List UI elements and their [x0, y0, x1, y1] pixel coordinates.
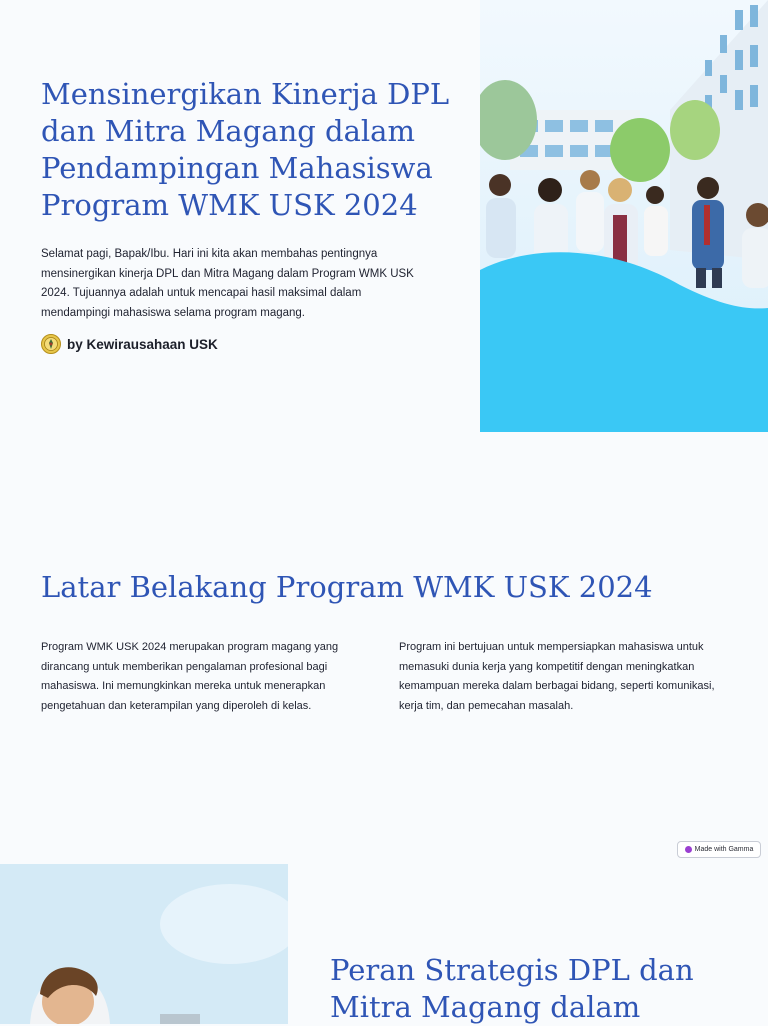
paragraph-right: Program ini bertujuan untuk mempersiapkan mahasiswa untuk memasuki dunia kerja yang kompetitif dengan meningkatkan kemampuan mereka dalam berbagai bidang, seperti komunikasi, kerja tim, dan pemecahan masalah.	[399, 641, 715, 712]
paragraph-left: Program WMK USK 2024 merupakan program magang yang dirancang untuk memberikan pengalaman profesional bagi mahasiswa. Ini memungkinkan mereka untuk menerapkan pengetahuan dan keterampilan yang diperoleh di kelas.	[41, 641, 339, 712]
author-byline[interactable]	[41, 334, 218, 354]
slide-title: Mensinergikan Kinerja DPL dan Mitra Magang dalam Pendampingan Mahasiswa Program WMK USK 2024	[41, 77, 450, 222]
section-title-roles: Peran Strategis DPL dan Mitra Magang dalam	[330, 953, 694, 1024]
badge-label: Made with Gamma	[694, 846, 754, 853]
made-with-gamma-badge[interactable]	[677, 841, 761, 858]
section-title: Latar Belakang Program WMK USK 2024	[41, 570, 653, 604]
hero-campus-photo	[480, 0, 768, 432]
usk-seal-icon	[41, 334, 61, 354]
slide-body-text: Selamat pagi, Bapak/Ibu. Hari ini kita akan membahas pentingnya mensinergikan kinerja DPL dan Mitra Magang dalam Program WMK USK 2024. Tujuannya adalah untuk mencapai hasil maksimal dalam mendampingi mahasiswa selama program magang.	[41, 248, 414, 319]
author-name: by Kewirausahaan USK	[67, 336, 218, 352]
gamma-icon	[685, 846, 692, 853]
slide-intro	[0, 0, 768, 432]
student-photo	[0, 864, 288, 1024]
